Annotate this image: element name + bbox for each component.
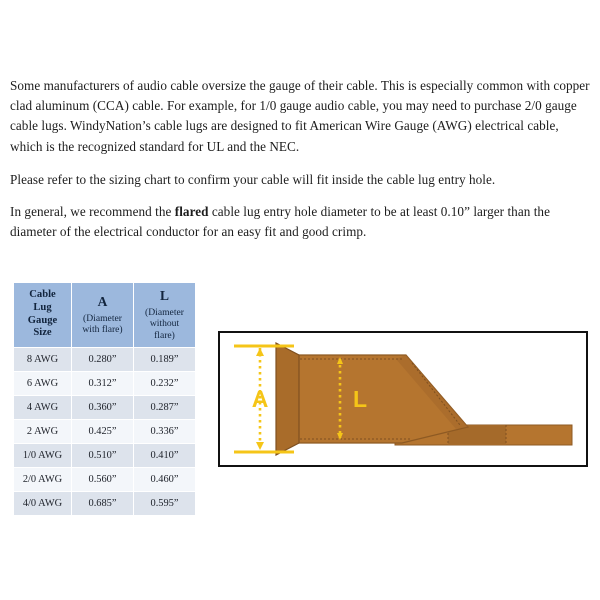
cell-l: 0.287”: [134, 396, 196, 420]
header-a-sub-line2: with flare): [82, 324, 123, 336]
paragraph-intro: Some manufacturers of audio cable oversize the gauge of their cable. This is especially common with copper clad aluminum (CCA) cable. For example, for 1/0 gauge audio cable, you may need to purchase 2/0 gauge cable lugs. WindyNation’s cable lugs are designed to fit American Wire Gauge (AWG) electrical cable, which is the recognized standard for UL and the NEC.: [10, 78, 590, 154]
table-row: [14, 492, 196, 516]
dimension-l-label: L: [352, 386, 368, 412]
column-header-l-diameter-without-flare: [134, 283, 196, 348]
cell-l: 0.189”: [134, 348, 196, 372]
header-l-symbol: L: [159, 288, 169, 303]
cell-l: 0.595”: [134, 492, 196, 516]
header-a-sub-line1: (Diameter: [83, 312, 122, 324]
table-row: [14, 444, 196, 468]
lug-flared-mouth: [276, 343, 299, 455]
prose-block: [10, 76, 592, 255]
recommendation-text-after: cable lug entry hole diameter to be at least 0.10” larger than the diameter of the electrical conductor for an easy fit and good crimp.: [10, 204, 550, 240]
cell-gauge: 8 AWG: [14, 348, 72, 372]
cell-l: 0.410”: [134, 444, 196, 468]
cell-a: 0.360”: [72, 396, 134, 420]
header-gauge-line1: Cable: [29, 289, 56, 301]
table-row: [14, 372, 196, 396]
cell-gauge: 4 AWG: [14, 396, 72, 420]
cell-l: 0.460”: [134, 468, 196, 492]
table-row: [14, 396, 196, 420]
table-row: [14, 420, 196, 444]
header-gauge-line4: Size: [33, 327, 52, 339]
cell-a: 0.312”: [72, 372, 134, 396]
header-l-sub-line2: without: [149, 318, 180, 330]
dimension-a-arrow-bottom: [256, 442, 264, 450]
column-header-a-diameter-with-flare: [72, 283, 134, 348]
header-gauge-line2: Lug: [33, 302, 52, 314]
table-header: [14, 283, 196, 348]
dimension-a-arrow-top: [256, 348, 264, 356]
cell-gauge: 4/0 AWG: [14, 492, 72, 516]
table-row: [14, 468, 196, 492]
header-gauge-line3: Gauge: [27, 314, 58, 326]
dimension-a-label: A: [251, 386, 269, 412]
cell-a: 0.280”: [72, 348, 134, 372]
cell-a: 0.510”: [72, 444, 134, 468]
cell-l: 0.232”: [134, 372, 196, 396]
paragraph-refer-to-chart: Please refer to the sizing chart to confirm your cable will fit inside the cable lug entry hole.: [10, 171, 496, 187]
cell-gauge: 2/0 AWG: [14, 468, 72, 492]
cell-a: 0.685”: [72, 492, 134, 516]
recommendation-emphasis-flared: flared: [174, 204, 209, 220]
cable-lug-illustration: [220, 333, 586, 465]
cell-l: 0.336”: [134, 420, 196, 444]
cell-gauge: 2 AWG: [14, 420, 72, 444]
table-row: [14, 348, 196, 372]
header-l-sub-line1: (Diameter: [145, 307, 184, 318]
header-l-sub-line3: flare): [154, 329, 175, 341]
cell-gauge: 6 AWG: [14, 372, 72, 396]
cable-lug-sizing-table: [13, 282, 196, 516]
column-header-gauge-size: [14, 283, 72, 348]
table-header-row: [14, 283, 196, 348]
cable-lug-diagram: [218, 331, 588, 467]
lug-shape-group: [276, 343, 572, 455]
table-body: [14, 348, 196, 516]
cell-a: 0.560”: [72, 468, 134, 492]
cell-gauge: 1/0 AWG: [14, 444, 72, 468]
cell-a: 0.425”: [72, 420, 134, 444]
paragraph-recommendation: [10, 202, 592, 242]
header-a-symbol: A: [97, 293, 108, 309]
recommendation-text-before: In general, we recommend the: [10, 204, 175, 220]
